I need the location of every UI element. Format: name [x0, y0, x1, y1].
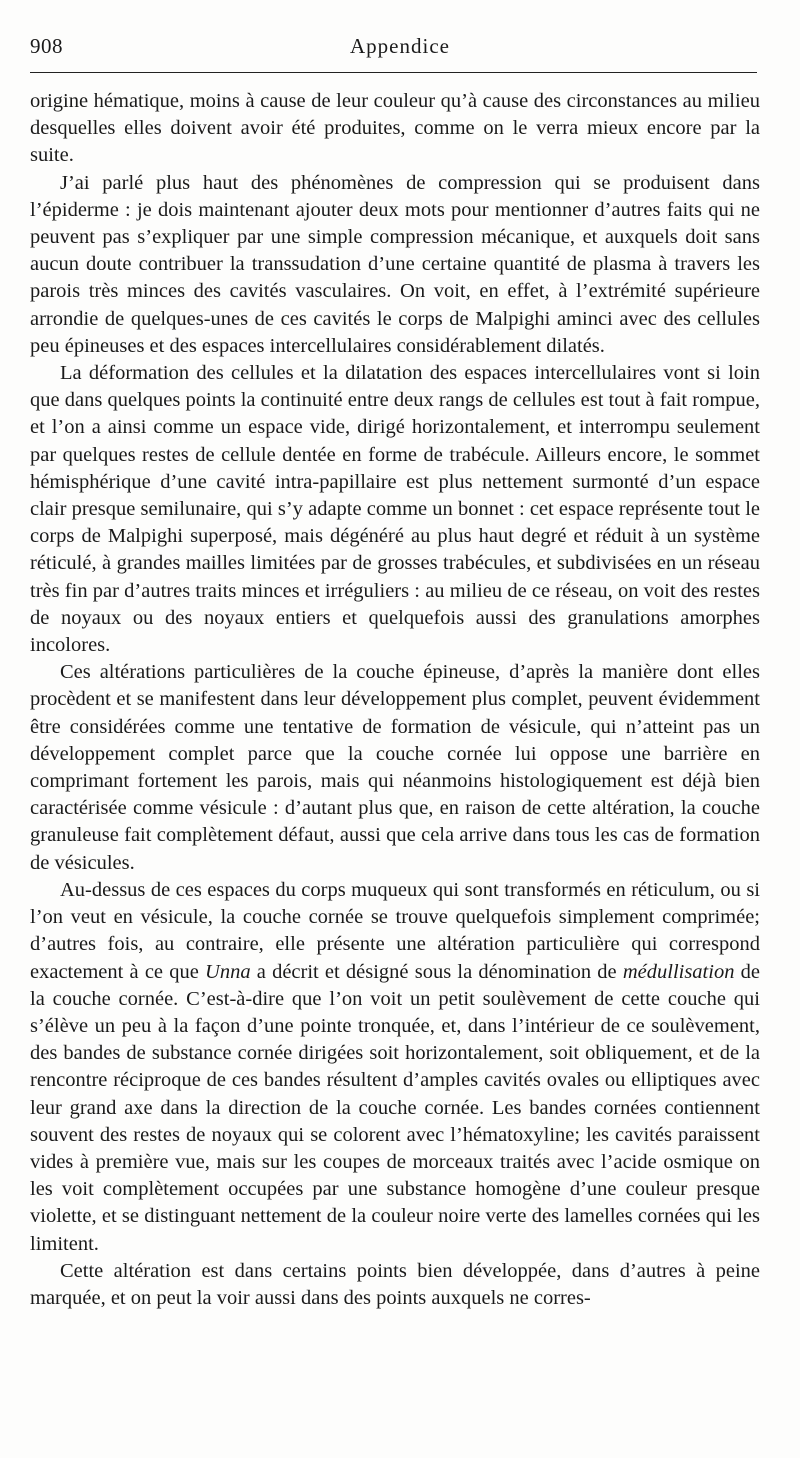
text-run: Ces altérations particulières de la couche épineuse, d’après la manière dont elles procèdent et se manifestent dans leur développement plus complet, peuvent évidemment être considérées comme une tentative de formation de vésicule, qui n’atteint pas un développement complet parce que la couche cornée lui oppose une barrière en comprimant fortement les parois, mais qui néanmoins histologiquement est déjà bien caractérisée comme vésicule : d’autant plus que, en raison de cette altération, la couche granuleuse fait complètement défaut, aussi que cela arrive dans tous les cas de formation de vésicules. — [30, 661, 760, 874]
paragraph — [30, 659, 760, 877]
text-run: La déformation des cellules et la dilatation des espaces intercellulaires vont si loin que dans quelques points la continuité entre deux rangs de cellules est tout à fait rompue, et l’on a ainsi comme un espace vide, dirigé horizontalement, et interrompu seulement par quelques restes de cellule dentée en forme de trabécule. Ailleurs encore, le sommet hémisphérique d’une cavité intra-papillaire est plus nettement surmonté d’un espace clair presque semilunaire, qui s’y adapte comme un bonnet : cet espace représente tout le corps de Malpighi superposé, mais dégénéré au plus haut degré et réduit à un système réticulé, à grandes mailles limitées par de grosses trabécules, et subdivisées en un réseau très fin par d’autres traits minces et irréguliers : au milieu de ce réseau, on voit des restes de noyaux ou des noyaux entiers et quelquefois aussi des granulations amorphes incolores. — [30, 362, 760, 657]
text-run: J’ai parlé plus haut des phénomènes de compression qui se produisent dans l’épiderme : je dois maintenant ajouter deux mots pour mentionner d’autres faits qui ne peuvent pas s’expliquer par une simple compression mécanique, et auxquels doit sans aucun doute contribuer la transsudation d’une certaine quantité de plasma à travers les parois très minces des cavités vasculaires. On voit, en effet, à l’extrémité supérieure arrondie de quelques-unes de ces cavités le corps de Malpighi aminci avec des cellules peu épineuses et des espaces intercellulaires considérablement dilatés. — [30, 171, 760, 357]
running-head: Appendice — [350, 34, 450, 58]
text-run: Au-dessus de ces espaces du corps muqueux qui sont transformés en réticulum, ou si l’on veut en vésicule, la couche cornée se trouve quelquefois simplement comprimée; d’autres fois, au contraire, elle présente une altération particulière qui correspond exactement à ce que — [30, 878, 760, 983]
paragraph — [30, 170, 760, 360]
page-header — [30, 30, 770, 64]
header-rule — [30, 72, 757, 73]
italic-term: médullisation — [622, 960, 735, 983]
paragraph — [30, 1258, 760, 1312]
paragraph — [30, 877, 760, 1258]
paragraph — [30, 88, 760, 170]
text-run: de la couche cornée. C’est-à-dire que l’on voit un petit soulèvement de cette couche qui s’élève un peu à la façon d’une pointe tronquée, et, dans l’intérieur de ce soulèvement, des bandes de substance cornée dirigées soit horizontalement, soit obliquement, et de la rencontre réciproque de ces bandes résultent d’amples cavités ovales ou elliptiques avec leur grand axe dans la direction de la couche cornée. Les bandes cornées contiennent souvent des restes de noyaux qui se colorent avec l’hématoxyline; les cavités paraissent vides à première vue, mais sur les coupes de morceaux traités avec l’acide osmique on les voit complètement occupées par une substance homogène d’une couleur presque violette, et se distinguant nettement de la couleur noire verte des lamelles cornées qui les limitent. — [30, 960, 760, 1255]
paragraph — [30, 360, 760, 659]
text-run: origine hématique, moins à cause de leur couleur qu’à cause des circonstances au milieu desquelles elles doivent avoir été produites, comme on le verra mieux encore par la suite. — [30, 90, 760, 167]
text-run: Cette altération est dans certains points bien développée, dans d’autres à peine marquée, et on peut la voir aussi dans des points auxquels ne corres- — [30, 1259, 760, 1309]
italic-term: Unna — [205, 960, 251, 983]
page-number: 908 — [30, 34, 63, 58]
body-text — [30, 88, 760, 1312]
text-run: a décrit et désigné sous la dénomination de — [250, 960, 623, 983]
